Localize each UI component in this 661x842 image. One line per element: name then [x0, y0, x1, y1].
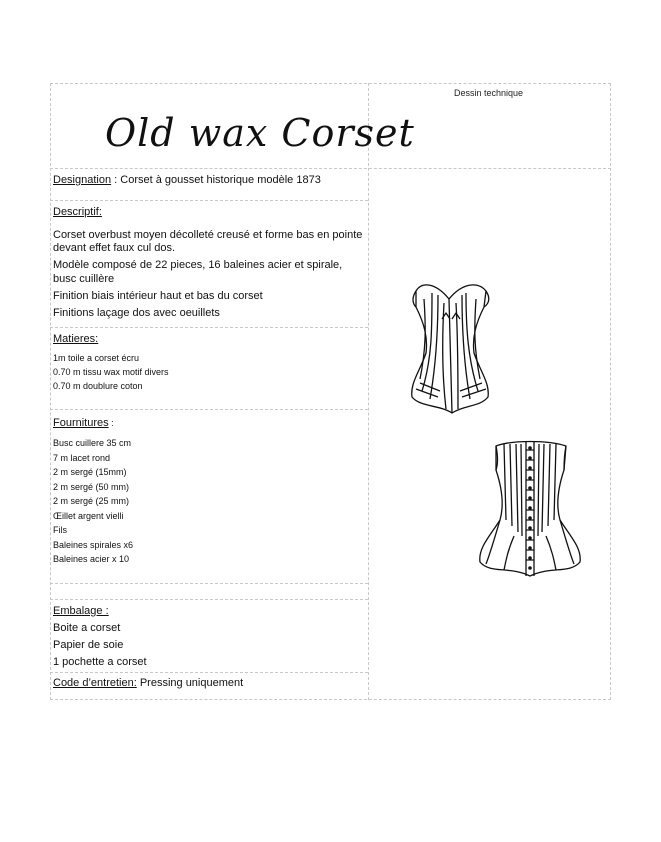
embalage-item: Papier de soie: [53, 639, 124, 651]
descriptif-line: Corset overbust moyen décolleté creusé et forme bas en pointe: [53, 229, 363, 241]
grid-line: [50, 200, 368, 201]
grid-line: [50, 599, 368, 600]
designation-row: [53, 173, 321, 188]
grid-line: [50, 83, 611, 84]
descriptif-line: Finitions laçage dos avec oeuillets: [53, 307, 220, 319]
descriptif-label: Descriptif:: [53, 206, 102, 218]
grid-line: [50, 327, 368, 328]
grid-line: [50, 583, 368, 584]
page-title: Old wax Corset: [105, 111, 415, 155]
fournitures-item: 2 m sergé (50 mm): [53, 481, 130, 492]
grid-line: [50, 83, 51, 700]
embalage-item: 1 pochette a corset: [53, 656, 147, 668]
grid-line: [50, 168, 611, 169]
entretien-row: [53, 676, 243, 691]
descriptif-line: Modèle composé de 22 pieces, 16 baleines acier et spirale,: [53, 259, 343, 271]
entretien-label: Code d’entretien:: [53, 677, 137, 689]
fournitures-item: 2 m sergé (15mm): [53, 467, 127, 477]
tech-drawing-label: Dessin technique: [454, 88, 524, 98]
grid-line: [368, 83, 369, 700]
fournitures-item: Fils: [53, 525, 67, 535]
grid-line: [50, 672, 368, 673]
entretien-value: Pressing uniquement: [136, 677, 244, 689]
embalage-item: Boite a corset: [53, 622, 121, 634]
matieres-item: 0.70 m tissu wax motif divers: [53, 367, 169, 377]
fournitures-suffix: :: [108, 418, 114, 428]
fournitures-item: Busc cuillere 35 cm: [53, 438, 132, 448]
corset-front-drawing: [402, 279, 498, 415]
descriptif-line: busc cuillère: [53, 273, 115, 285]
descriptif-line: Finition biais intérieur haut et bas du corset: [53, 290, 263, 302]
matieres-label: Matieres:: [53, 333, 99, 345]
fournitures-item: Baleines acier x 10: [53, 554, 130, 564]
corset-back-drawing: [474, 436, 586, 582]
tech-sheet: [50, 83, 611, 700]
embalage-label: Embalage :: [53, 605, 109, 617]
grid-line: [50, 409, 368, 410]
fournitures-label: Fournitures: [53, 417, 109, 429]
grid-line: [50, 699, 611, 700]
fournitures-item: Baleines spirales x6: [53, 539, 134, 550]
matieres-item: 0.70 m doublure coton: [53, 381, 143, 391]
fournitures-item: 2 m sergé (25 mm): [53, 496, 130, 506]
grid-line: [610, 83, 611, 700]
descriptif-line: devant effet faux cul dos.: [53, 242, 176, 254]
fournitures-item: Œillet argent vielli: [53, 510, 124, 521]
matieres-item: 1m toile a corset écru: [53, 353, 140, 363]
fournitures-item: 7 m lacet rond: [53, 452, 111, 463]
fournitures-row: [53, 416, 114, 431]
designation-value: : Corset à gousset historique modèle 1873: [111, 174, 321, 186]
designation-label: Designation: [53, 174, 112, 186]
